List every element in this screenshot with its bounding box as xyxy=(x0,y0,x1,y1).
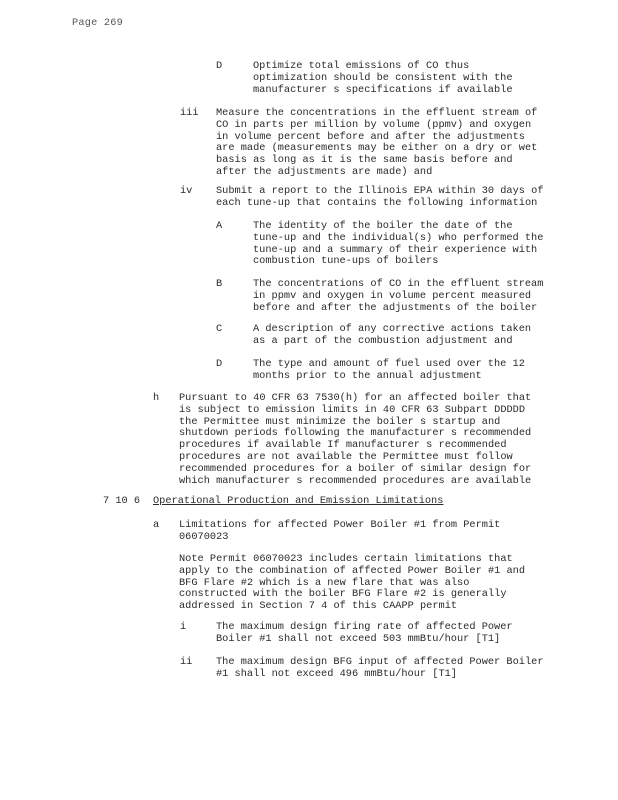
item-label: h xyxy=(153,392,160,404)
list-item-i xyxy=(180,622,513,646)
item-text: Submit a report to the Illinois EPA within 30 days of each tune-up that contains the following information xyxy=(216,185,544,209)
item-label: i xyxy=(180,621,187,633)
item-text: A description of any corrective actions taken as a part of the combustion adjustment and xyxy=(253,323,532,347)
list-item-ii xyxy=(180,657,544,681)
list-item-d-fuel xyxy=(216,359,525,383)
note-paragraph xyxy=(179,554,525,613)
item-label: iv xyxy=(180,185,193,197)
item-label: iii xyxy=(180,107,199,119)
list-item-d xyxy=(216,61,513,96)
item-text: Optimize total emissions of CO thus optimization should be consistent with the manufacturer s specifications if available xyxy=(253,60,513,96)
item-label: D xyxy=(216,358,223,370)
item-text: The identity of the boiler the date of the tune-up and the individual(s) who performed the tune-up and a summary of their experience with combustion tune-ups of boilers xyxy=(253,220,544,268)
item-text: The type and amount of fuel used over the 12 months prior to the annual adjustment xyxy=(253,358,525,382)
item-label: ii xyxy=(180,656,193,668)
section-heading xyxy=(103,496,443,508)
page-number: Page 269 xyxy=(72,17,124,29)
section-number: 7 10 6 xyxy=(103,495,141,507)
item-text: The concentrations of CO in the effluent stream in ppmv and oxygen in volume percent measured before and after the adjustments of the boiler xyxy=(253,278,544,314)
item-text: Limitations for affected Power Boiler #1 from Permit 06070023 xyxy=(179,519,501,543)
list-item-iv xyxy=(180,186,544,210)
list-item-c xyxy=(216,324,531,348)
item-text: Measure the concentrations in the effluent stream of CO in parts per million by volume (ppmv) and oxygen in volume percent before and after the adjustments are made (measurements may be either on a dry or wet basis as long as it is the same basis before and after the adjustments are made) and xyxy=(216,107,538,178)
item-label: B xyxy=(216,278,223,290)
item-text: The maximum design BFG input of affected Power Boiler #1 shall not exceed 496 mmBtu/hour [T1] xyxy=(216,656,544,680)
list-item-iii xyxy=(180,108,537,179)
note-text: Note Permit 06070023 includes certain limitations that apply to the combination of affected Power Boiler #1 and BFG Flare #2 which is a new flare that was also constructed with the boiler BFG Flare #2 is generally addressed in Section 7 4 of this CAAPP permit xyxy=(179,553,526,613)
list-item-a xyxy=(216,221,543,268)
list-item-a-limitations xyxy=(153,520,500,544)
list-item-h xyxy=(153,393,531,487)
item-label: a xyxy=(153,519,160,531)
item-label: C xyxy=(216,323,223,335)
item-label: A xyxy=(216,220,223,232)
item-text: Pursuant to 40 CFR 63 7530(h) for an affected boiler that is subject to emission limits in 40 CFR 63 Subpart DDDDD the Permittee must minimize the boiler s startup and shutdown periods following the manufacturer s recommended procedures if available If manufacturer s recommended procedures are not available the Permittee must follow recommended procedures for a boiler of similar design for which manufacturer s recommended procedures are available xyxy=(179,392,532,487)
section-title: Operational Production and Emission Limitations xyxy=(153,495,444,507)
item-label: D xyxy=(216,60,223,72)
list-item-b xyxy=(216,279,543,314)
item-text: The maximum design firing rate of affected Power Boiler #1 shall not exceed 503 mmBtu/hour [T1] xyxy=(216,621,513,645)
